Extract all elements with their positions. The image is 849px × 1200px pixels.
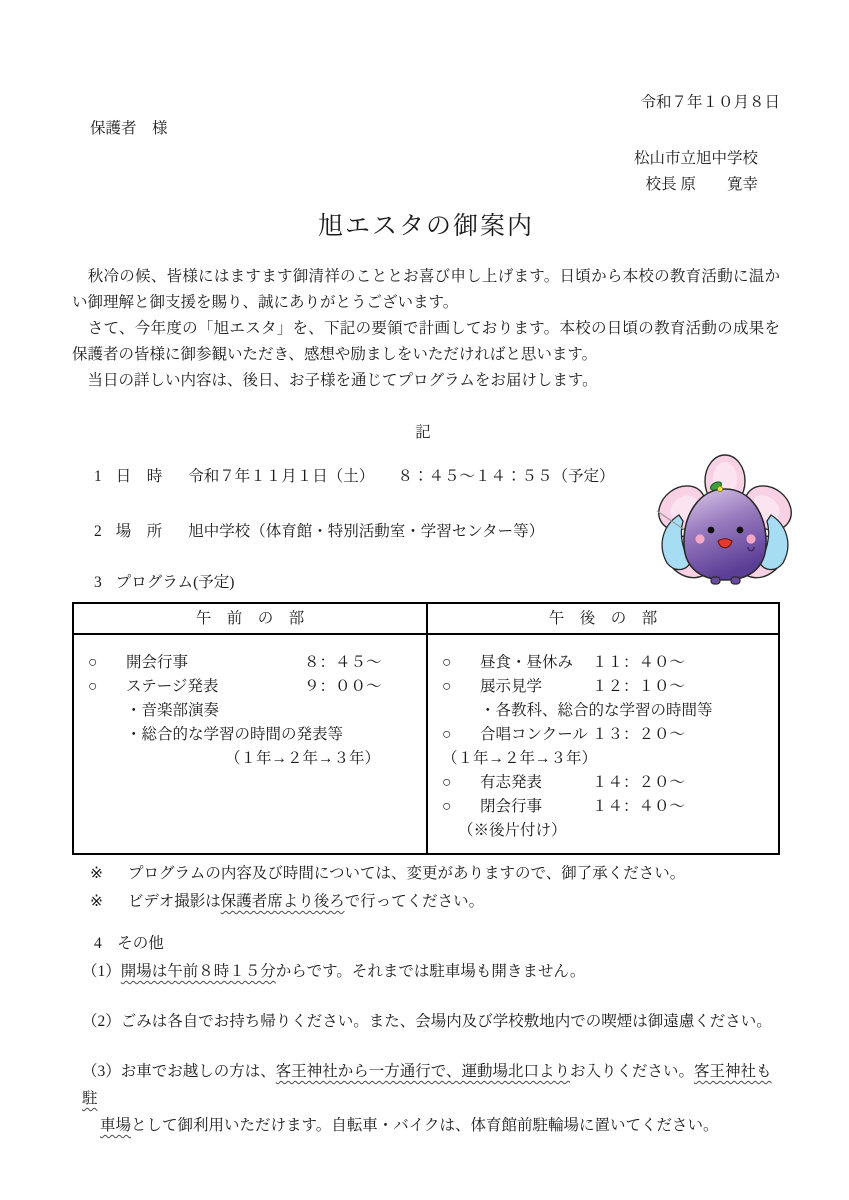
notes-section xyxy=(72,860,780,916)
row-time: １４：４０～ xyxy=(592,798,686,815)
row-label: 合唱コンクール xyxy=(480,726,588,743)
emphasized-text: 客王神社から一方通行で、運動場北口より xyxy=(275,1063,570,1080)
schedule-row xyxy=(442,795,770,819)
row-bullet xyxy=(88,699,126,723)
row-label: （１年→２年→３年） xyxy=(225,750,381,767)
greeting-paragraph-3: 当日の詳しい内容は、後日、お子様を通じてプログラムをお届けします。 xyxy=(72,372,598,389)
addressee: 保護者 様 xyxy=(90,120,168,137)
schedule-row xyxy=(442,771,770,795)
row-label: ・総合的な学習の時間の発表等 xyxy=(126,726,344,743)
row-label: 開会行事 xyxy=(126,654,189,671)
detail-program-number: 3 xyxy=(94,574,102,591)
row-label: （※後片付け） xyxy=(458,822,567,839)
schedule-row xyxy=(442,699,770,723)
row-label: ・音楽部演奏 xyxy=(126,702,220,719)
afternoon-header: 午 後 の 部 xyxy=(428,604,778,635)
row-bullet xyxy=(88,723,126,747)
schedule-row xyxy=(442,651,770,675)
afternoon-body xyxy=(428,635,778,853)
schedule-row xyxy=(442,675,770,699)
detail-datetime-number: 1 xyxy=(94,468,102,485)
row-bullet: ○ xyxy=(442,798,452,815)
row-time: ９：００～ xyxy=(304,678,382,695)
note-program-change xyxy=(90,860,780,888)
row-label: 有志発表 xyxy=(480,774,543,791)
row-label: ステージ発表 xyxy=(126,678,219,695)
row-bullet xyxy=(442,699,480,723)
program-schedule-table xyxy=(72,602,780,855)
greeting-paragraph-2: さて、今年度の「旭エスタ」を、下記の要領で計画しております。本校の日頃の教育活動の成果を保護者の皆様に御参観いただき、感想や励ましをいただければと思います。 xyxy=(72,320,780,363)
row-label: 昼食・昼休み xyxy=(480,654,574,671)
greeting-paragraph-1: 秋冷の候、皆様にはますます御清祥のこととお喜び申し上げます。日頃から本校の教育活動に温かい御理解と御支援を賜り、誠にありがとうございます。 xyxy=(72,268,780,311)
row-time: ８：４５～ xyxy=(304,654,382,671)
greeting-section xyxy=(72,264,780,394)
schedule-row xyxy=(442,723,770,747)
emphasized-text: 客王神社も駐 xyxy=(82,1063,772,1107)
others-item-1: （1）開場は午前８時１５分からです。それまでは駐車場も開きません。 xyxy=(82,963,586,980)
schedule-row xyxy=(88,699,418,723)
document-date: 令和７年１０月８日 xyxy=(640,94,780,111)
others-heading: 4 その他 xyxy=(94,935,164,952)
detail-place-value: 旭中学校（体育館・特別活動室・学習センター等） xyxy=(188,523,545,540)
row-bullet: ○ xyxy=(88,678,98,695)
row-bullet: ○ xyxy=(88,654,98,671)
row-time: １１：４０～ xyxy=(592,654,686,671)
schedule-row xyxy=(442,819,770,843)
schedule-row xyxy=(88,675,418,699)
row-bullet: ○ xyxy=(442,774,452,791)
note-video xyxy=(90,888,780,916)
row-label: （１年→２年→３年） xyxy=(442,750,598,767)
morning-column xyxy=(74,604,426,853)
detail-datetime-value: 令和７年１１月１日（土） ８：４５～１４：５５（予定） xyxy=(188,468,615,485)
principal-name: 校長 原 寛幸 xyxy=(645,176,758,193)
schedule-row xyxy=(442,747,770,771)
document-content xyxy=(72,90,780,1139)
row-bullet: ○ xyxy=(442,678,452,695)
detail-datetime-label: 日 時 xyxy=(115,468,163,485)
afternoon-column xyxy=(426,604,778,853)
schedule-row xyxy=(88,723,418,747)
morning-body xyxy=(74,635,426,853)
record-marker: 記 xyxy=(415,424,437,441)
document-title: 旭エスタの御案内 xyxy=(317,213,534,240)
row-time: １２：１０～ xyxy=(592,678,686,695)
row-label: 展示見学 xyxy=(480,678,543,695)
row-time: １３：２０～ xyxy=(592,726,686,743)
row-bullet: ○ xyxy=(442,726,452,743)
detail-place-label: 場 所 xyxy=(115,523,163,540)
school-mascot-illustration xyxy=(645,453,805,585)
note-text: プログラムの内容及び時間については、変更がありますので、御了承ください。 xyxy=(128,865,686,882)
detail-place-number: 2 xyxy=(94,523,102,540)
sender-block xyxy=(72,146,780,198)
note-text: ビデオ撮影は保護者席より後ろで行ってください。 xyxy=(128,893,485,910)
others-item-3: （3）お車でお越しの方は、客王神社から一方通行で、運動場北口よりお入りください。客王神社も駐 車場として御利用いただけます。自転車・バイクは、体育館前駐輪場に置いてください。 xyxy=(82,1063,772,1134)
reference-mark: ※ xyxy=(90,893,103,910)
detail-program-label: プログラム(予定) xyxy=(115,574,235,591)
row-bullet: ○ xyxy=(442,654,452,671)
reference-mark: ※ xyxy=(90,865,103,882)
emphasized-text: 保護者席より後ろ xyxy=(220,893,345,910)
emphasized-text: 開場は午前８時１５分 xyxy=(120,963,276,980)
row-label: 閉会行事 xyxy=(480,798,543,815)
school-name: 松山市立旭中学校 xyxy=(633,150,758,167)
schedule-row xyxy=(88,651,418,675)
schedule-row xyxy=(88,747,418,771)
row-label: ・各教科、総合的な学習の時間等 xyxy=(480,702,713,719)
emphasized-text: 車場 xyxy=(100,1117,132,1134)
others-section xyxy=(72,930,780,1139)
row-time: １４：２０～ xyxy=(592,774,686,791)
others-item-2: （2）ごみは各自でお持ち帰りください。また、会場内及び学校敷地内での喫煙は御遠慮ください。 xyxy=(82,1013,772,1030)
morning-header: 午 前 の 部 xyxy=(74,604,426,635)
mascot-body xyxy=(684,489,766,580)
